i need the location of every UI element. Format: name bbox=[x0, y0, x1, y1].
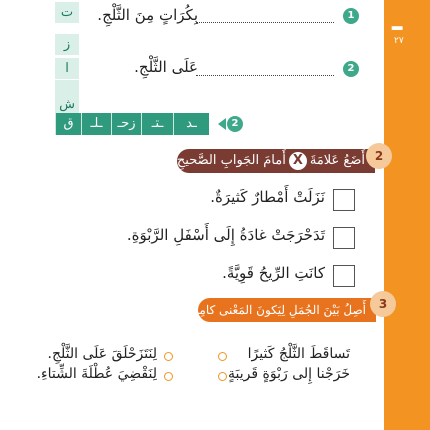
option-text: نَزَلَتْ أَمْطارٌ كَثيرَةٌ. bbox=[210, 188, 325, 206]
grid-cell[interactable]: ا bbox=[55, 58, 79, 80]
grid-cell[interactable]: ش bbox=[55, 94, 79, 116]
option-checkbox[interactable] bbox=[333, 227, 355, 249]
stripe-glyph: ـ bbox=[392, 3, 403, 38]
match-text: لِنَتَزَحْلَقَ عَلَى الثَّلْجِ. bbox=[47, 346, 157, 362]
section2-title-after: أَمامَ الجَوابِ الصَّحيحِ bbox=[176, 153, 286, 168]
section2-title bbox=[177, 149, 375, 173]
section3-badge: 3 bbox=[370, 291, 396, 317]
x-mark-icon: X bbox=[289, 152, 307, 170]
grid-number-badge: 2 bbox=[227, 116, 243, 132]
answer-blank[interactable] bbox=[196, 22, 334, 23]
arrow-left-icon bbox=[218, 118, 226, 130]
option-text: كانَتِ الرِّيحُ قَوِيَّةً. bbox=[222, 264, 325, 282]
grid-cell[interactable]: زحـ bbox=[111, 113, 141, 135]
line-text: بِكُرَاتٍ مِنَ الثَّلْجِ. bbox=[97, 6, 198, 24]
grid-cell[interactable]: ق bbox=[55, 113, 81, 135]
line-text: عَلَى الثَّلْجِ. bbox=[134, 58, 198, 76]
side-stripe bbox=[384, 0, 430, 430]
stripe-page-number: ٢٧ bbox=[394, 36, 404, 46]
line-number-badge: 2 bbox=[343, 61, 359, 77]
section3-title: أَصِلُ بَيْنَ الجُمَلِ لِيَكونَ المَعْنى كامِلاً bbox=[198, 298, 376, 322]
match-text: خَرَجْنا إِلى رَبْوَةٍ قَريبَةٍ bbox=[228, 366, 350, 382]
answer-blank[interactable] bbox=[196, 75, 334, 76]
match-dot[interactable] bbox=[218, 352, 227, 361]
grid-cell[interactable]: ـد bbox=[173, 113, 209, 135]
match-dot[interactable] bbox=[164, 372, 173, 381]
match-text: لِنَقْضِيَ عُطْلَةَ الشِّتاءِ. bbox=[36, 366, 157, 382]
line-number-badge: 1 bbox=[343, 8, 359, 24]
match-dot[interactable] bbox=[218, 372, 227, 381]
grid-cell[interactable]: ت bbox=[55, 2, 79, 24]
grid-cell[interactable]: ـلـ bbox=[81, 113, 111, 135]
option-checkbox[interactable] bbox=[333, 189, 355, 211]
match-dot[interactable] bbox=[164, 352, 173, 361]
section2-badge: 2 bbox=[366, 143, 392, 169]
grid-cell[interactable]: ـتـ bbox=[141, 113, 173, 135]
option-checkbox[interactable] bbox=[333, 265, 355, 287]
section2-title-before: أَضَعُ عَلامَةَ bbox=[309, 153, 365, 168]
grid-cell[interactable]: ز bbox=[55, 34, 79, 56]
option-text: تَدَحْرَجَتْ غادَةُ إِلَى أَسْفَلِ الرَّبْوَةِ. bbox=[126, 226, 325, 244]
match-text: تَساقَطَ الثَّلْجُ كَثيرًا bbox=[247, 346, 350, 362]
